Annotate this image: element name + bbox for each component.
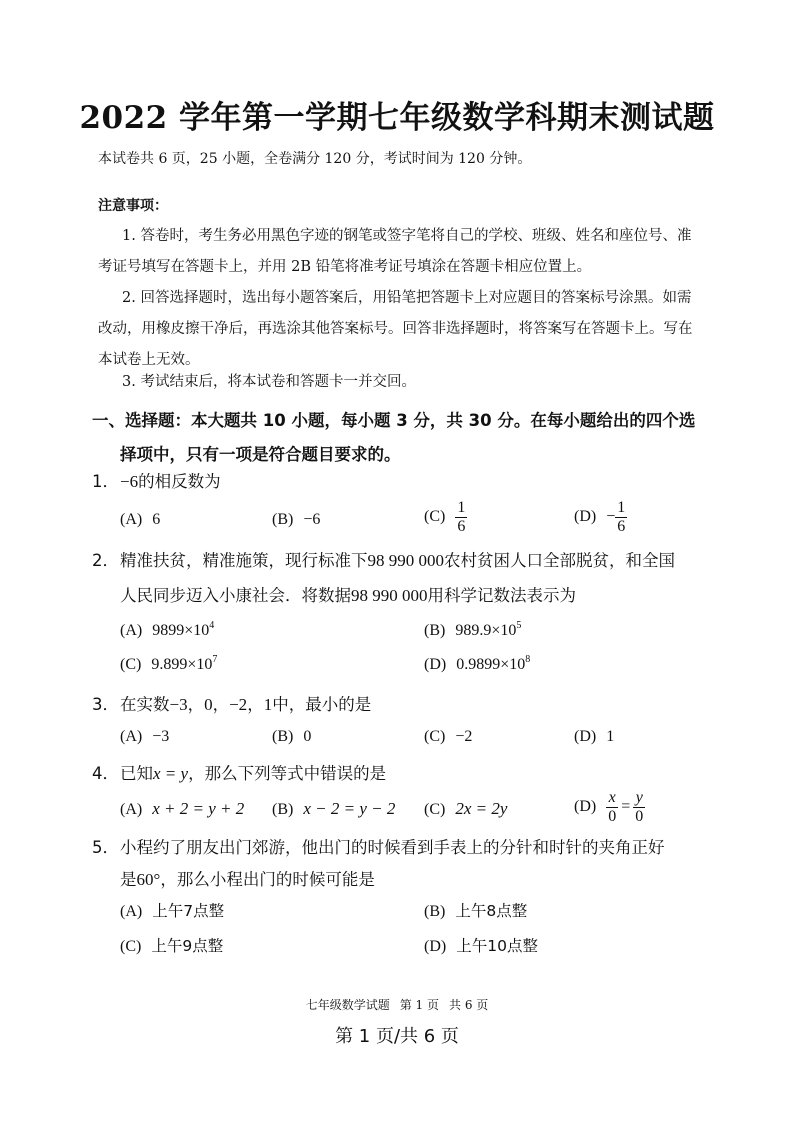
question-5-cont: 是60°，那么小程出门的时候可能是 xyxy=(120,870,375,889)
question-4: 4．已知x = y，那么下列等式中错误的是 xyxy=(92,764,387,783)
q2-option-b[interactable]: (B) $989.9\times 10^5$ xyxy=(424,620,522,639)
q4-option-d[interactable]: (D) $\frac{x}{0}$ = $\frac{y}{0}$ xyxy=(574,789,644,825)
q1-option-b[interactable]: (B) −6 xyxy=(272,511,321,528)
page-indicator: 第 1 页/共 6 页 xyxy=(335,1026,459,1047)
fraction: $\frac{x}{0}$ xyxy=(608,789,617,825)
fraction: $\frac{y}{0}$ xyxy=(635,789,644,825)
section-heading: 一、选择题：本大题共 10 小题，每小题 3 分，共 30 分。在每小题给出的四个选 择项中，只有一项是符合题目要求的。 xyxy=(92,411,696,464)
fraction: $\frac{1}{6}$ xyxy=(457,499,466,535)
q3-option-b[interactable]: (B) 0 xyxy=(272,728,312,745)
q4-option-c[interactable]: (C) 2x = 2y xyxy=(424,799,508,818)
question-1: 1．−6的相反数为 xyxy=(92,472,221,491)
question-5: 5．小程约了朋友出门郊游，他出门的时候看到手表上的分针和时针的夹角正好 xyxy=(92,838,665,857)
q3-option-a[interactable]: (A) −3 xyxy=(120,728,170,745)
question-2-cont: 人民同步迈入小康社会．将数据98 990 000用科学记数法表示为 xyxy=(120,586,576,605)
q1-option-c[interactable]: (C) $\frac{1}{6}$ xyxy=(424,499,466,535)
q1-option-a[interactable]: (A) 6 xyxy=(120,511,161,528)
question-2: 2．精准扶贫，精准施策，现行标准下98 990 000农村贫困人口全部脱贫，和全国 xyxy=(92,551,675,570)
fraction: $\frac{1}{6}$ xyxy=(617,499,626,535)
q4-option-a[interactable]: (A) x + 2 = y + 2 xyxy=(120,799,245,818)
question-3: 3．在实数−3，0，−2，1中，最小的是 xyxy=(92,695,372,714)
q2-option-d[interactable]: (D) $0.9899\times 10^8$ xyxy=(424,654,531,673)
q4-option-b[interactable]: (B) x − 2 = y − 2 xyxy=(272,799,396,818)
note-item: 2. 回答选择题时，选出每小题答案后，用铅笔把答题卡上对应题目的答案标号涂黑。如需改动，用橡皮擦干净后，再选涂其他答案标号。回答非选择题时，将答案写在答题卡上。写在本试卷上无效。 xyxy=(98,290,693,368)
q2-option-a[interactable]: (A) $9899\times 10^4$ xyxy=(120,620,215,639)
page-footer: 七年级数学试题 第 1 页 共 6 页 xyxy=(305,998,489,1012)
note-item: 3. 考试结束后，将本试卷和答题卡一并交回。 xyxy=(122,374,416,390)
note-item: 1. 答卷时，考生务必用黑色字迹的钢笔或签字笔将自己的学校、班级、姓名和座位号、准考证号填写在答题卡上，并用 2B 铅笔将准考证号填涂在答题卡相应位置上。 xyxy=(98,228,692,275)
exam-intro: 本试卷共 6 页，25 小题，全卷满分 120 分，考试时间为 120 分钟。 xyxy=(98,151,532,167)
q3-option-d[interactable]: (D) 1 xyxy=(574,728,615,745)
q5-option-c[interactable]: (C) 上午9点整 xyxy=(120,937,224,955)
q2-option-c[interactable]: (C) $9.899\times 10^7$ xyxy=(120,654,218,673)
q5-option-b[interactable]: (B) 上午8点整 xyxy=(424,902,528,920)
exam-title: 2022 学年第一学期七年级数学科期末测试题 xyxy=(79,100,715,136)
notes-heading: 注意事项： xyxy=(98,198,168,214)
q5-option-d[interactable]: (D) 上午10点整 xyxy=(424,937,538,955)
q1-option-d[interactable]: (D) − $\frac{1}{6}$ xyxy=(574,499,626,535)
q5-option-a[interactable]: (A) 上午7点整 xyxy=(120,902,225,920)
q3-option-c[interactable]: (C) −2 xyxy=(424,728,473,745)
